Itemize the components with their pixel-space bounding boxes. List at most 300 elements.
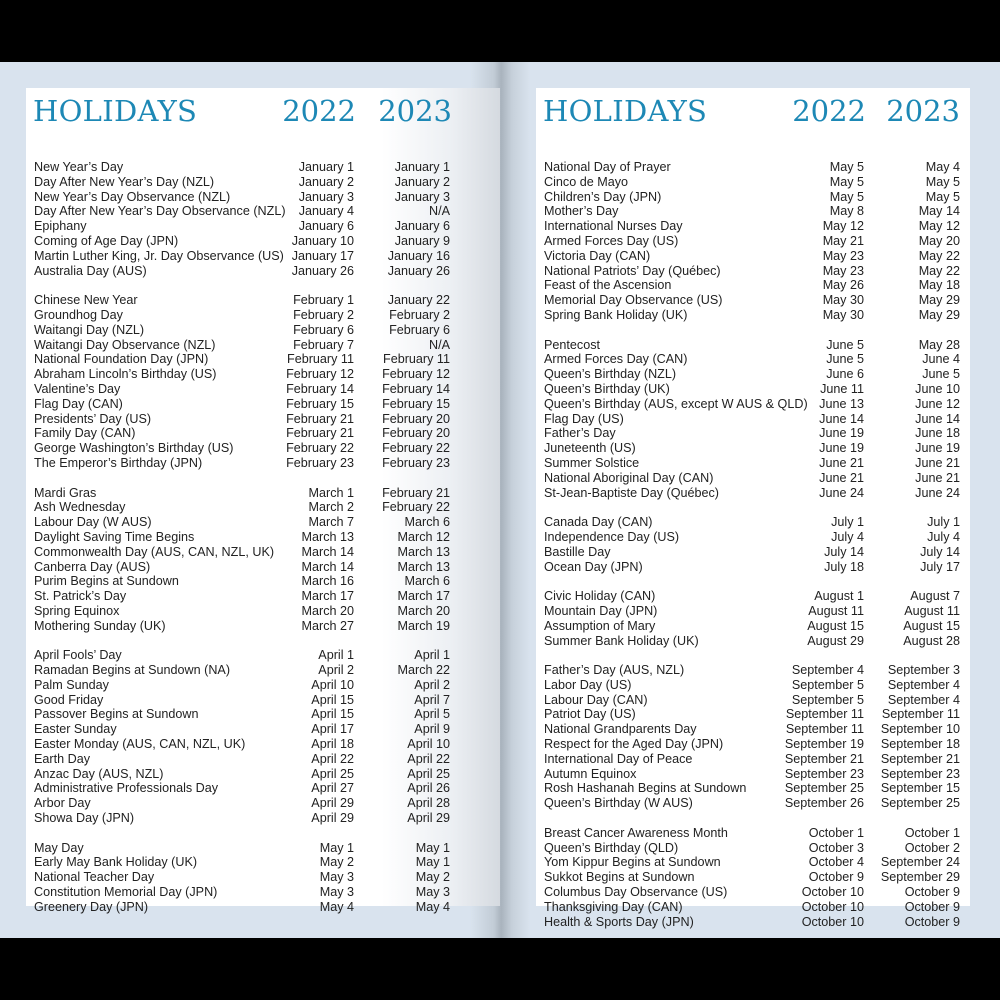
date-2022: October 10: [801, 914, 864, 929]
holiday-name: Australia Day (AUS): [34, 263, 147, 278]
holiday-group: [544, 663, 970, 811]
holiday-name: Day After New Year’s Day Observance (NZL): [34, 204, 286, 219]
holiday-list: [544, 160, 970, 944]
date-2023: September 23: [880, 766, 960, 781]
date-2022: August 29: [807, 633, 864, 648]
holiday-name: National Grandparents Day: [544, 722, 697, 737]
holiday-row: [544, 678, 970, 693]
date-2023: May 4: [925, 160, 960, 174]
date-2022: February 12: [286, 367, 354, 382]
holiday-name: Yom Kippur Begins at Sundown: [544, 855, 721, 870]
holiday-name: National Foundation Day (JPN): [34, 352, 209, 367]
holiday-name: Health & Sports Day (JPN): [544, 914, 694, 929]
holiday-name: Easter Monday (AUS, CAN, NZL, UK): [34, 737, 246, 752]
holiday-row: [34, 234, 500, 249]
date-2023: June 4: [922, 352, 960, 367]
date-2023: April 10: [407, 737, 450, 752]
open-planner-book: [0, 62, 1000, 938]
holiday-name: Spring Equinox: [34, 603, 120, 618]
date-2022: January 17: [291, 248, 354, 263]
holiday-row: [544, 204, 970, 219]
date-2022: June 21: [819, 455, 864, 470]
holiday-name: Armed Forces Day (CAN): [544, 352, 688, 367]
date-2022: April 2: [318, 663, 354, 678]
holiday-row: [544, 264, 970, 279]
holiday-row: [34, 175, 500, 190]
holiday-row: [34, 426, 500, 441]
date-2023: January 3: [394, 189, 450, 204]
holiday-name: Civic Holiday (CAN): [544, 589, 656, 604]
holiday-row: [34, 382, 500, 397]
date-2022: May 4: [319, 899, 354, 914]
date-2022: April 17: [311, 722, 354, 737]
year-2023-header: 2023: [886, 94, 960, 128]
holiday-row: [34, 678, 500, 693]
holiday-name: Coming of Age Day (JPN): [34, 233, 179, 248]
date-2022: June 14: [819, 411, 864, 426]
date-2022: January 4: [298, 204, 354, 219]
holiday-row: [34, 264, 500, 279]
date-2023: March 22: [397, 663, 450, 678]
date-2022: May 12: [822, 219, 864, 234]
holiday-name: Canada Day (CAN): [544, 515, 653, 530]
holiday-name: Feast of the Ascension: [544, 278, 672, 293]
date-2023: October 1: [904, 825, 960, 840]
holiday-row: [34, 560, 500, 575]
date-2023: February 22: [382, 500, 450, 515]
date-2022: May 26: [822, 278, 864, 293]
holiday-name: Victoria Day (CAN): [544, 248, 651, 263]
holiday-row: [34, 486, 500, 501]
holiday-name: Summer Bank Holiday (UK): [544, 633, 699, 648]
date-2022: February 15: [286, 396, 354, 411]
holiday-name: Pentecost: [544, 337, 601, 352]
holiday-name: Day After New Year’s Day (NZL): [34, 174, 215, 189]
holiday-row: [544, 781, 970, 796]
date-2022: May 3: [319, 870, 354, 885]
date-2022: May 30: [822, 307, 864, 322]
date-2022: April 29: [311, 811, 354, 826]
holiday-name: Purim Begins at Sundown: [34, 574, 179, 589]
date-2022: September 5: [791, 692, 864, 707]
date-2022: June 21: [819, 470, 864, 485]
holiday-row: [544, 767, 970, 782]
holiday-group: [34, 841, 500, 915]
holiday-name: Labor Day (US): [544, 677, 632, 692]
holiday-name: April Fools’ Day: [34, 648, 122, 663]
holiday-list: [34, 160, 500, 929]
date-2023: May 5: [925, 189, 960, 204]
holiday-row: [544, 412, 970, 427]
holiday-row: [34, 589, 500, 604]
date-2022: July 1: [831, 515, 864, 530]
date-2022: October 3: [808, 840, 864, 855]
date-2023: September 4: [887, 677, 960, 692]
page-header: [536, 88, 970, 144]
date-2022: May 5: [829, 174, 864, 189]
date-2022: April 25: [311, 766, 354, 781]
holiday-name: Armed Forces Day (US): [544, 233, 679, 248]
date-2022: April 18: [311, 737, 354, 752]
date-2023: October 9: [904, 914, 960, 929]
holiday-row: [34, 530, 500, 545]
holiday-row: [34, 648, 500, 663]
holiday-row: [34, 885, 500, 900]
date-2022: March 14: [301, 559, 354, 574]
holiday-name: Flag Day (CAN): [34, 396, 123, 411]
date-2023: July 4: [927, 529, 960, 544]
date-2022: May 23: [822, 263, 864, 278]
holiday-row: [544, 707, 970, 722]
date-2022: October 10: [801, 899, 864, 914]
date-2023: March 17: [397, 589, 450, 604]
holiday-name: Mardi Gras: [34, 485, 97, 500]
date-2023: April 5: [414, 707, 450, 722]
date-2023: January 26: [387, 263, 450, 278]
holiday-row: [544, 338, 970, 353]
date-2023: September 29: [880, 870, 960, 885]
right-page: [536, 88, 970, 929]
holiday-row: [34, 397, 500, 412]
year-2022-header: 2022: [792, 94, 866, 128]
date-2022: June 6: [826, 367, 864, 382]
year-2022-header: 2022: [282, 94, 356, 128]
date-2023: June 12: [915, 396, 960, 411]
date-2023: January 9: [394, 233, 450, 248]
date-2022: May 23: [822, 248, 864, 263]
holiday-name: Martin Luther King, Jr. Day Observance (US): [34, 248, 284, 263]
holiday-name: Arbor Day: [34, 796, 91, 811]
date-2022: September 23: [784, 766, 864, 781]
holiday-name: Queen’s Birthday (UK): [544, 381, 670, 396]
date-2022: September 4: [791, 663, 864, 678]
holiday-row: [34, 707, 500, 722]
date-2023: May 12: [918, 219, 960, 234]
date-2023: August 11: [904, 603, 960, 618]
holiday-row: [34, 811, 500, 826]
date-2023: May 1: [415, 855, 450, 870]
holiday-row: [544, 382, 970, 397]
date-2022: February 2: [293, 307, 354, 322]
holiday-row: [34, 249, 500, 264]
holiday-row: [34, 412, 500, 427]
holiday-name: Chinese New Year: [34, 293, 138, 308]
holiday-name: Palm Sunday: [34, 677, 109, 692]
date-2022: April 29: [311, 796, 354, 811]
holiday-row: [544, 456, 970, 471]
holiday-row: [34, 338, 500, 353]
date-2022: February 1: [293, 293, 354, 308]
date-2022: October 10: [801, 885, 864, 900]
holiday-row: [544, 796, 970, 811]
holiday-name: Thanksgiving Day (CAN): [544, 899, 683, 914]
holiday-row: [544, 841, 970, 856]
date-2022: August 15: [807, 618, 864, 633]
holiday-name: Anzac Day (AUS, NZL): [34, 766, 164, 781]
date-2022: April 1: [318, 648, 354, 663]
date-2023: June 24: [915, 485, 960, 500]
holiday-name: Sukkot Begins at Sundown: [544, 870, 695, 885]
holiday-name: Presidents’ Day (US): [34, 411, 152, 426]
date-2023: September 4: [887, 692, 960, 707]
date-2023: April 22: [407, 751, 450, 766]
date-2023: September 10: [880, 722, 960, 737]
holiday-row: [34, 352, 500, 367]
holiday-name: Spring Bank Holiday (UK): [544, 307, 688, 322]
date-2023: April 9: [414, 722, 450, 737]
holiday-row: [544, 175, 970, 190]
date-2023: September 25: [880, 796, 960, 811]
holiday-name: Epiphany: [34, 219, 87, 234]
date-2023: October 9: [904, 899, 960, 914]
holiday-row: [34, 900, 500, 915]
date-2023: March 6: [404, 515, 450, 530]
date-2022: October 9: [808, 870, 864, 885]
holiday-name: Daylight Saving Time Begins: [34, 529, 195, 544]
holiday-row: [34, 160, 500, 175]
holiday-row: [34, 604, 500, 619]
holiday-group: [544, 160, 970, 323]
holiday-row: [34, 456, 500, 471]
holiday-name: Mothering Sunday (UK): [34, 618, 166, 633]
holiday-name: Canberra Day (AUS): [34, 559, 151, 574]
holiday-group: [544, 589, 970, 648]
date-2022: September 26: [784, 796, 864, 811]
date-2023: March 19: [397, 618, 450, 633]
date-2023: June 5: [922, 367, 960, 382]
date-2022: June 19: [819, 441, 864, 456]
holiday-name: National Day of Prayer: [544, 160, 671, 174]
date-2023: June 19: [915, 441, 960, 456]
holiday-name: Assumption of Mary: [544, 618, 656, 633]
date-2023: May 4: [415, 899, 450, 914]
holiday-row: [544, 530, 970, 545]
holiday-name: Rosh Hashanah Begins at Sundown: [544, 781, 747, 796]
date-2023: April 2: [414, 677, 450, 692]
holiday-name: Early May Bank Holiday (UK): [34, 855, 198, 870]
holiday-name: International Nurses Day: [544, 219, 683, 234]
date-2023: April 1: [414, 648, 450, 663]
date-2023: May 29: [918, 307, 960, 322]
holiday-name: Queen’s Birthday (QLD): [544, 840, 679, 855]
holiday-row: [34, 545, 500, 560]
holiday-name: Waitangi Day (NZL): [34, 322, 145, 337]
date-2022: April 22: [311, 751, 354, 766]
date-2022: January 3: [298, 189, 354, 204]
date-2022: February 7: [293, 337, 354, 352]
holiday-row: [34, 500, 500, 515]
holiday-row: [544, 486, 970, 501]
holiday-row: [544, 293, 970, 308]
date-2023: June 14: [915, 411, 960, 426]
holiday-name: Ash Wednesday: [34, 500, 126, 515]
holiday-row: [544, 855, 970, 870]
holiday-row: [34, 190, 500, 205]
date-2023: June 18: [915, 426, 960, 441]
holiday-row: [34, 293, 500, 308]
date-2023: August 28: [903, 633, 960, 648]
date-2022: September 21: [784, 751, 864, 766]
holiday-row: [544, 722, 970, 737]
date-2022: March 17: [301, 589, 354, 604]
date-2023: February 22: [382, 441, 450, 456]
date-2023: April 26: [407, 781, 450, 796]
holiday-row: [544, 604, 970, 619]
holiday-row: [544, 308, 970, 323]
date-2023: May 22: [918, 263, 960, 278]
date-2022: May 5: [829, 160, 864, 174]
holiday-row: [34, 323, 500, 338]
date-2023: May 20: [918, 233, 960, 248]
holiday-name: Summer Solstice: [544, 455, 640, 470]
date-2022: February 21: [286, 426, 354, 441]
holiday-row: [544, 471, 970, 486]
holiday-name: National Aboriginal Day (CAN): [544, 470, 714, 485]
date-2022: June 5: [826, 352, 864, 367]
date-2022: June 19: [819, 426, 864, 441]
date-2023: February 6: [389, 322, 450, 337]
date-2023: June 21: [915, 470, 960, 485]
date-2023: March 12: [397, 529, 450, 544]
date-2023: September 11: [881, 707, 960, 722]
holiday-row: [34, 619, 500, 634]
date-2023: August 7: [910, 589, 960, 604]
holiday-name: Family Day (CAN): [34, 426, 136, 441]
date-2023: January 6: [394, 219, 450, 234]
date-2022: March 14: [301, 544, 354, 559]
date-2022: February 23: [286, 455, 354, 470]
holiday-name: Groundhog Day: [34, 307, 123, 322]
date-2022: February 21: [286, 411, 354, 426]
date-2022: August 1: [814, 589, 864, 604]
holiday-row: [544, 826, 970, 841]
holiday-name: Earth Day: [34, 751, 90, 766]
date-2022: March 2: [308, 500, 354, 515]
holiday-row: [544, 441, 970, 456]
holiday-row: [544, 278, 970, 293]
date-2022: April 27: [311, 781, 354, 796]
date-2022: January 10: [291, 233, 354, 248]
holiday-row: [34, 767, 500, 782]
date-2023: February 11: [383, 352, 450, 367]
date-2022: February 22: [286, 441, 354, 456]
date-2022: June 13: [819, 396, 864, 411]
holiday-name: St-Jean-Baptiste Day (Québec): [544, 485, 719, 500]
date-2022: January 2: [298, 174, 354, 189]
holiday-group: [34, 160, 500, 278]
date-2022: March 13: [301, 529, 354, 544]
date-2023: May 28: [918, 337, 960, 352]
date-2023: N/A: [429, 337, 450, 352]
holiday-row: [544, 663, 970, 678]
holiday-group: [34, 648, 500, 826]
date-2022: September 19: [784, 737, 864, 752]
holiday-name: International Day of Peace: [544, 751, 693, 766]
holiday-row: [544, 352, 970, 367]
holiday-row: [34, 781, 500, 796]
date-2022: September 5: [791, 677, 864, 692]
date-2023: May 3: [415, 885, 450, 900]
holiday-name: Good Friday: [34, 692, 104, 707]
holiday-name: George Washington’s Birthday (US): [34, 441, 234, 456]
date-2022: March 27: [301, 618, 354, 633]
holiday-name: Independence Day (US): [544, 529, 680, 544]
holiday-name: Autumn Equinox: [544, 766, 637, 781]
holiday-name: Administrative Professionals Day: [34, 781, 219, 796]
date-2023: May 5: [925, 174, 960, 189]
left-page: [26, 88, 500, 914]
date-2023: February 12: [382, 367, 450, 382]
holiday-row: [34, 722, 500, 737]
holiday-name: Passover Begins at Sundown: [34, 707, 199, 722]
date-2023: August 15: [903, 618, 960, 633]
holiday-name: Abraham Lincoln’s Birthday (US): [34, 367, 217, 382]
date-2023: February 23: [382, 455, 450, 470]
holiday-row: [34, 204, 500, 219]
year-2023-header: 2023: [378, 94, 452, 128]
holiday-name: Ocean Day (JPN): [544, 559, 643, 574]
holiday-name: The Emperor’s Birthday (JPN): [34, 455, 203, 470]
holiday-name: Greenery Day (JPN): [34, 899, 149, 914]
date-2022: September 25: [784, 781, 864, 796]
holiday-row: [544, 589, 970, 604]
date-2022: February 11: [287, 352, 354, 367]
holiday-row: [544, 367, 970, 382]
date-2023: October 2: [904, 840, 960, 855]
holiday-row: [544, 693, 970, 708]
holiday-name: Children’s Day (JPN): [544, 189, 662, 204]
holiday-name: New Year’s Day: [34, 160, 124, 174]
date-2023: February 15: [382, 396, 450, 411]
date-2022: May 21: [822, 233, 864, 248]
date-2022: April 10: [311, 677, 354, 692]
holiday-row: [544, 634, 970, 649]
holiday-row: [34, 574, 500, 589]
date-2023: March 20: [397, 603, 450, 618]
date-2023: June 10: [915, 381, 960, 396]
date-2023: May 29: [918, 293, 960, 308]
holiday-group: [34, 293, 500, 471]
date-2023: January 22: [387, 293, 450, 308]
holiday-name: May Day: [34, 840, 84, 855]
date-2022: May 3: [319, 885, 354, 900]
date-2023: May 22: [918, 248, 960, 263]
holiday-row: [34, 219, 500, 234]
date-2022: January 6: [298, 219, 354, 234]
date-2022: September 11: [785, 722, 864, 737]
date-2023: March 13: [397, 544, 450, 559]
holiday-name: Breast Cancer Awareness Month: [544, 825, 728, 840]
holiday-row: [34, 308, 500, 323]
date-2022: October 4: [808, 855, 864, 870]
date-2022: February 6: [293, 322, 354, 337]
holiday-row: [544, 915, 970, 930]
holiday-name: Queen’s Birthday (W AUS): [544, 796, 693, 811]
date-2023: January 2: [394, 174, 450, 189]
holiday-row: [34, 855, 500, 870]
holiday-name: Valentine’s Day: [34, 381, 121, 396]
date-2022: March 20: [301, 603, 354, 618]
date-2023: September 18: [880, 737, 960, 752]
date-2023: June 21: [915, 455, 960, 470]
date-2023: September 15: [880, 781, 960, 796]
holiday-row: [544, 885, 970, 900]
date-2022: July 14: [824, 544, 864, 559]
holiday-row: [34, 441, 500, 456]
date-2022: April 15: [311, 707, 354, 722]
holiday-row: [34, 515, 500, 530]
date-2023: April 25: [407, 766, 450, 781]
